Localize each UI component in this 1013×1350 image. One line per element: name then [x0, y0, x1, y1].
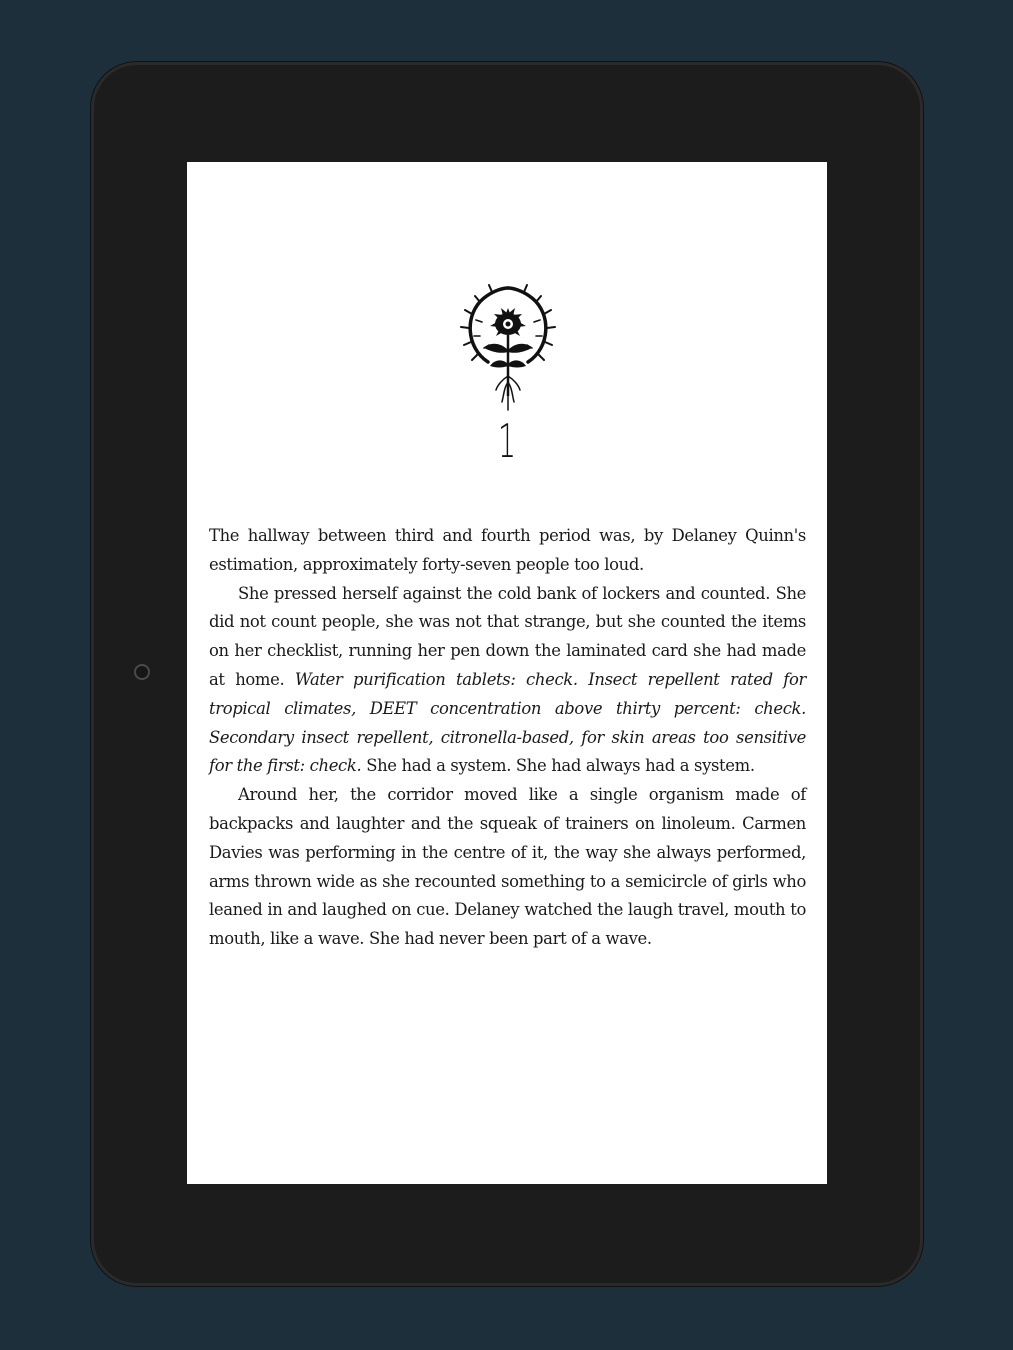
- thistle-icon: [458, 284, 558, 414]
- camera-icon: [134, 664, 150, 680]
- paragraph-text: She had a system. She had always had a system.: [361, 756, 755, 776]
- italic-checklist-text: Water purification tablets: check. Insect repellent rated for tropical climates, DEET concentration above thirty percent: check. Secondary insect repellent, citronella-based, for skin areas too sensitive for the first: check.: [209, 669, 806, 776]
- chapter-number: 1: [497, 414, 517, 468]
- paragraph: Around her, the corridor moved like a single organism made of backpacks and laughter and the squeak of trainers on linoleum. Carmen Davies was performing in the centre of it, the way she always performed, arms thrown wide as she recounted something to a semicircle of girls who leaned in and laughed on cue. Delaney watched the laugh travel, mouth to mouth, like a wave. She had never been part of a wave.: [209, 785, 806, 949]
- chapter-text: [209, 522, 806, 954]
- paragraph: [209, 580, 806, 782]
- paragraph-text: She pressed herself against the cold bank of lockers and counted. She did not count people, she was not that strange, but she counted the items on her checklist, running her pen down the laminated card she had made at home.: [209, 583, 806, 689]
- paragraph: The hallway between third and fourth period was, by Delaney Quinn's estimation, approximately forty-seven people too loud.: [209, 526, 806, 574]
- reader-page[interactable]: [187, 162, 827, 1184]
